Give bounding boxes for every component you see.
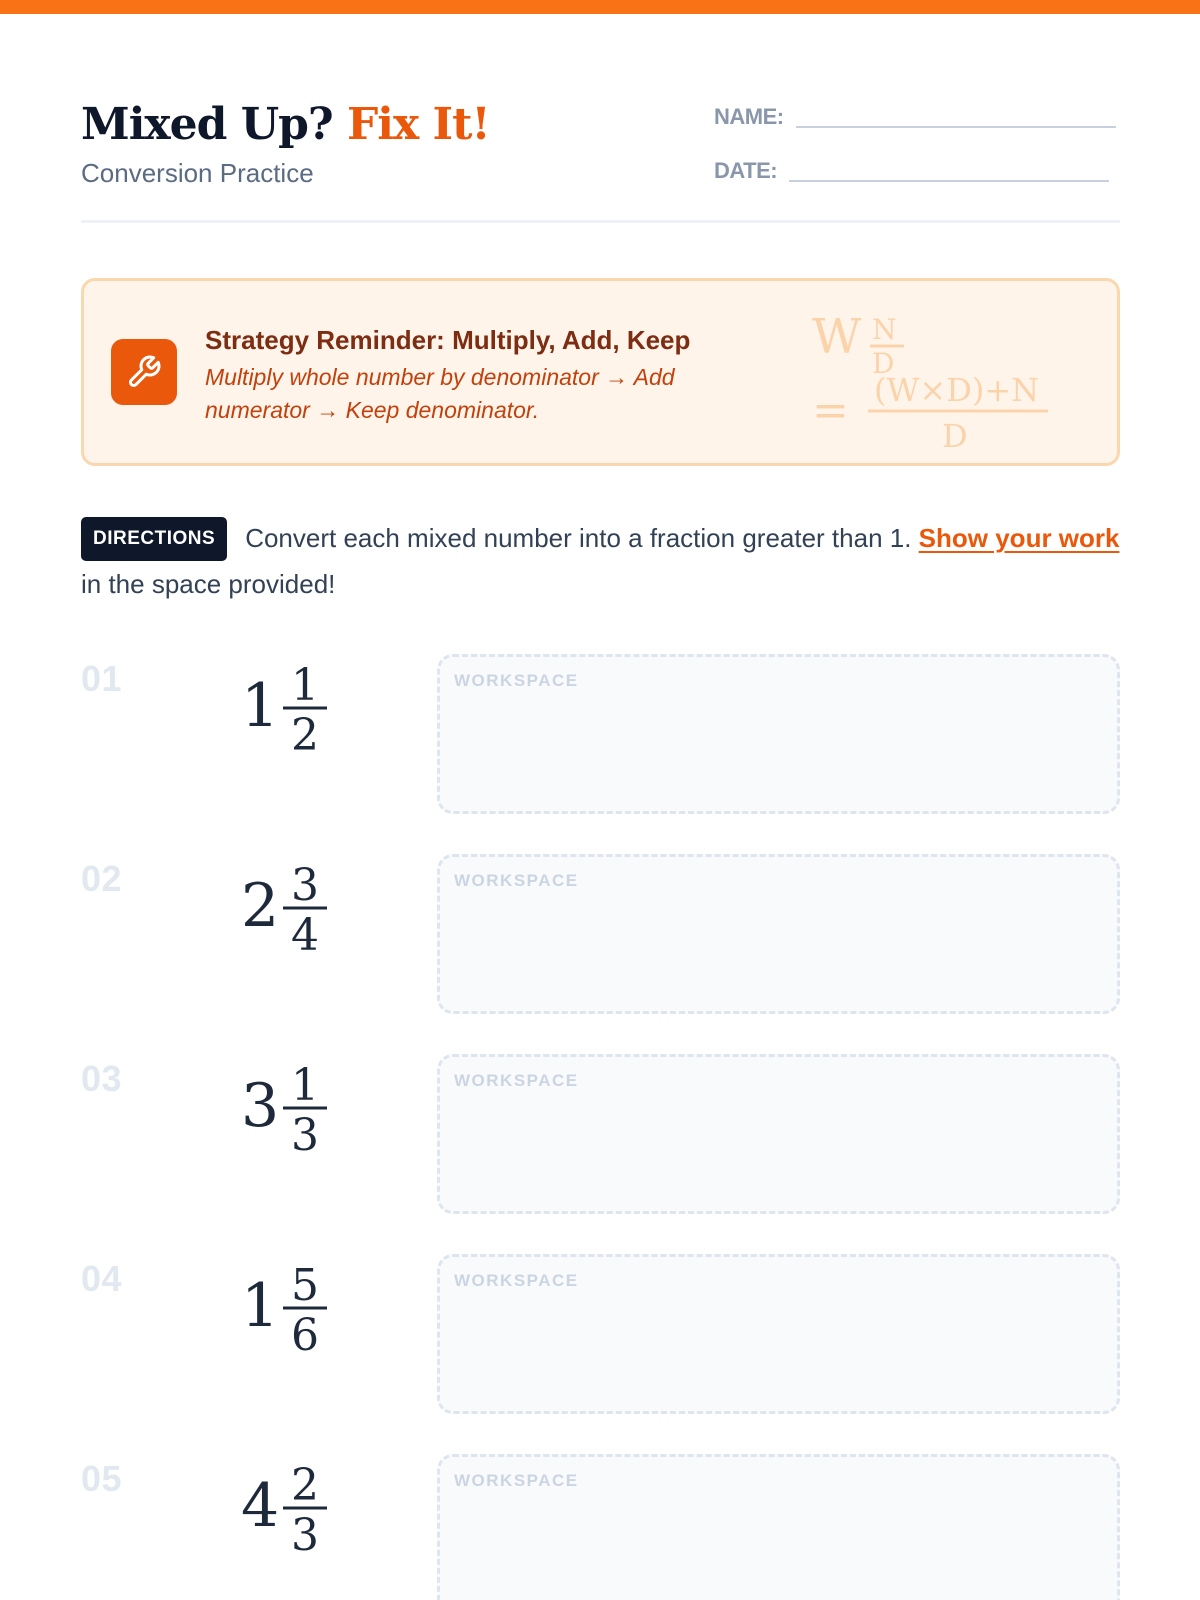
mixed-denominator: 6 (291, 1310, 319, 1358)
mixed-whole: 2 (241, 871, 280, 941)
formula-numerator: N (872, 313, 897, 346)
header-divider (81, 220, 1120, 223)
mixed-denominator: 2 (291, 710, 319, 758)
directions-text-end: in the space provided! (81, 569, 336, 599)
workspace-label: WORKSPACE (454, 1471, 579, 1490)
workspace-area[interactable] (437, 1054, 1120, 1214)
title-main: Mixed Up? (81, 99, 333, 150)
mixed-numerator: 5 (291, 1260, 319, 1311)
date-label: DATE: (714, 158, 778, 183)
mixed-number (241, 658, 351, 758)
workspace-label: WORKSPACE (454, 1071, 579, 1090)
mixed-whole: 4 (241, 1471, 280, 1541)
strategy-title: Strategy Reminder: Multiply, Add, Keep (205, 325, 691, 355)
title-accent: Fix It! (346, 99, 490, 150)
workspace-area[interactable] (437, 1254, 1120, 1414)
strategy-reminder-box (81, 278, 1120, 466)
mixed-number (241, 1258, 351, 1358)
wrench-icon (111, 339, 177, 405)
directions-text: Convert each mixed number into a fraction greater than 1. (245, 523, 912, 553)
workspace-area[interactable] (437, 654, 1120, 814)
mixed-numerator: 2 (291, 1460, 319, 1511)
mixed-whole: 3 (241, 1071, 280, 1141)
mixed-whole: 1 (241, 1271, 280, 1341)
name-field[interactable] (714, 104, 1116, 130)
mixed-numerator: 3 (291, 860, 319, 911)
mixed-numerator: 1 (291, 660, 319, 711)
problem-row (81, 654, 1120, 814)
date-line[interactable] (789, 180, 1109, 182)
mixed-whole: 1 (241, 671, 280, 741)
top-accent-bar (0, 0, 1200, 14)
workspace-label: WORKSPACE (454, 871, 579, 890)
directions-badge: DIRECTIONS (81, 517, 227, 561)
formula-graphic (812, 301, 1072, 451)
mixed-denominator: 4 (291, 910, 319, 958)
formula-result-numerator: (W×D)+N (874, 371, 1040, 409)
mixed-number (241, 858, 351, 958)
show-your-work-link: Show your work (918, 523, 1120, 553)
formula-equals: = (812, 385, 849, 436)
problem-number: 02 (81, 858, 123, 899)
problem-number: 05 (81, 1458, 123, 1499)
formula-result-denominator: D (942, 417, 968, 451)
mixed-denominator: 3 (291, 1110, 319, 1158)
problem-number: 04 (81, 1258, 123, 1299)
strategy-text: Multiply whole number by denominator → Add numerator → Keep denominator. (205, 364, 675, 423)
directions (81, 518, 1120, 604)
problem-row (81, 854, 1120, 1014)
worksheet-subtitle: Conversion Practice (81, 158, 314, 188)
workspace-area[interactable] (437, 854, 1120, 1014)
workspace-label: WORKSPACE (454, 671, 579, 690)
problem-row (81, 1054, 1120, 1214)
worksheet-header (81, 98, 1120, 222)
mixed-denominator: 3 (291, 1510, 319, 1558)
date-field[interactable] (714, 158, 1109, 184)
problem-number: 01 (81, 658, 123, 699)
problem-row (81, 1254, 1120, 1414)
mixed-number (241, 1458, 351, 1558)
name-label: NAME: (714, 104, 784, 129)
problem-number: 03 (81, 1058, 123, 1099)
mixed-numerator: 1 (291, 1060, 319, 1111)
mixed-number (241, 1058, 351, 1158)
problem-row (81, 1454, 1120, 1600)
workspace-label: WORKSPACE (454, 1271, 579, 1290)
workspace-area[interactable] (437, 1454, 1120, 1600)
name-line[interactable] (796, 126, 1116, 128)
formula-whole: W (812, 309, 862, 365)
formula-denominator: D (872, 347, 895, 380)
